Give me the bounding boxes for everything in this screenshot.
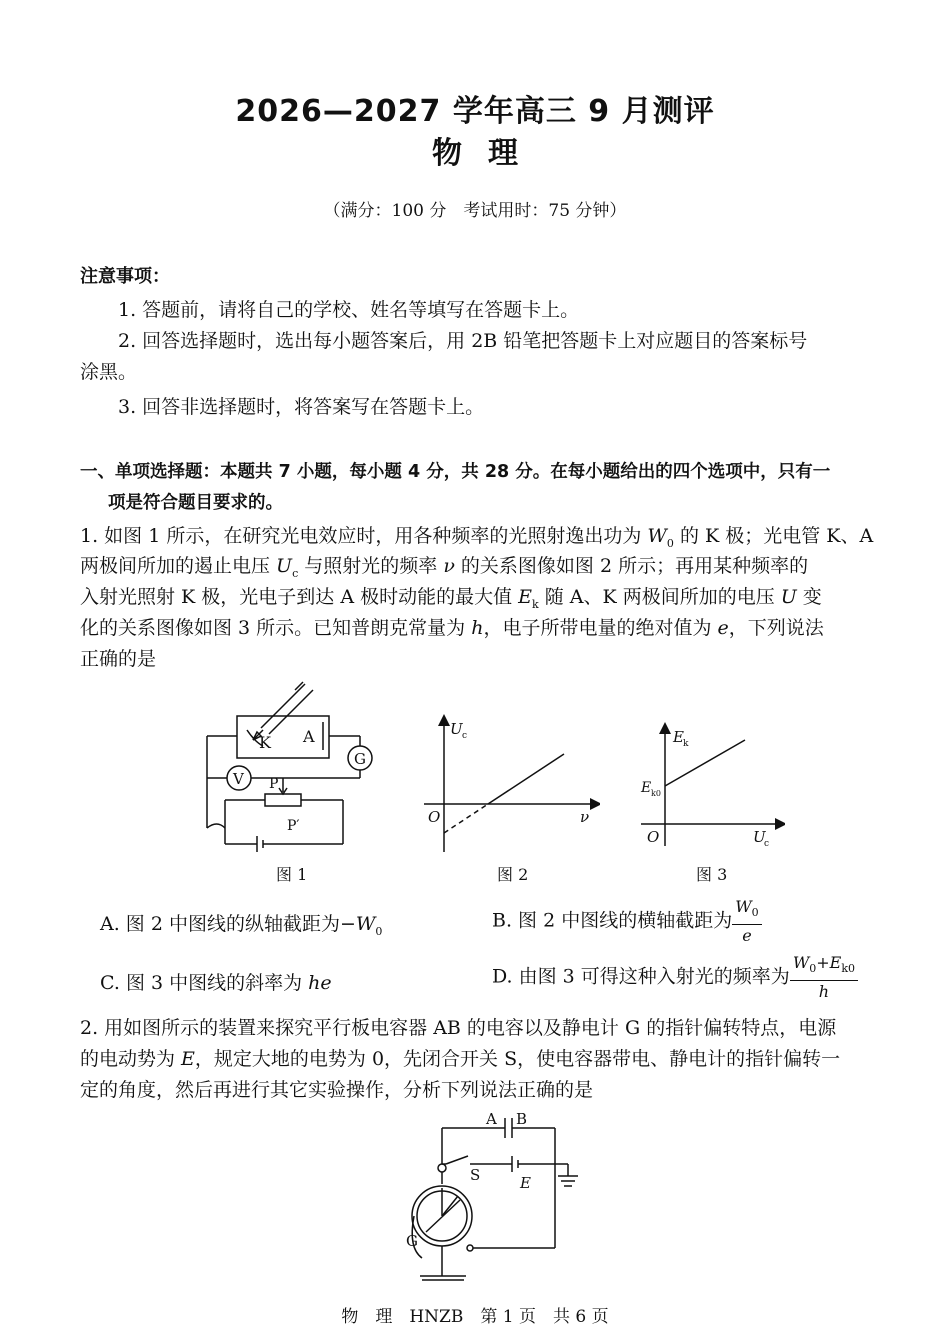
q1-line-1: 1. 如图 1 所示，在研究光电效应时，用各种频率的光照射逸出功为 $W_0$ 的 K 极；光电管 K、A [80, 525, 874, 550]
q2-line-2: 的电动势为 E，规定大地的电势为 0，先闭合开关 S，使电容器带电、静电计的指针偏转一 [80, 1048, 841, 1070]
fig3-caption: 图 3 [696, 865, 728, 884]
q1-line-3: 入射光照射 K 极，光电子到达 A 极时动能的最大值 $E_k$ 随 A、K 两极间所加的电压 U 变 [80, 586, 822, 611]
fig2-x-label: ν [580, 808, 590, 826]
subject-title: 物理 [432, 136, 544, 171]
q2-figure-circuit [400, 1108, 600, 1298]
q1-option-B[interactable]: B. 图 2 中图线的横轴截距为 $\frac{W_0}{e}$ [492, 896, 762, 947]
fig2-y-label: U [450, 720, 463, 738]
fig2-caption: 图 2 [497, 865, 529, 884]
fig1-label-A: A [303, 727, 315, 746]
q1-figure-2-graph [420, 712, 600, 857]
q2-line-1: 2. 用如图所示的装置来探究平行板电容器 AB 的电容以及静电计 G 的指针偏转特点，电源 [80, 1017, 837, 1039]
q2-fig-label-B: B [516, 1110, 528, 1128]
fig3-intercept-label: E [641, 780, 652, 796]
notice-item-3: 3. 回答非选择题时，将答案写在答题卡上。 [118, 396, 485, 418]
q1-option-C[interactable]: C. 图 3 中图线的斜率为 he [100, 972, 332, 994]
fig1-label-G: G [354, 750, 366, 768]
q2-fig-label-S: S [470, 1166, 481, 1184]
notice-heading: 注意事项： [80, 266, 170, 287]
fig2-origin: O [428, 808, 441, 826]
fig1-label-V: V [233, 770, 244, 788]
notice-item-2-cont: 涂黑。 [80, 361, 138, 383]
fig1-label-Pprime: P′ [287, 818, 300, 834]
q1-option-A[interactable]: A. 图 2 中图线的纵轴截距为$-W_0$ [100, 913, 383, 938]
fig1-caption: 图 1 [276, 865, 308, 884]
fig1-label-P: P [269, 776, 279, 792]
exam-meta: （满分：100 分 考试用时：75 分钟） [323, 201, 627, 221]
q1-line-4: 化的关系图像如图 3 所示。已知普朗克常量为 h，电子所带电量的绝对值为 e，下列说法 [80, 617, 824, 639]
fig3-intercept-sub: k0 [651, 789, 661, 798]
q1-option-D[interactable]: D. 由图 3 可得这种入射光的频率为 $\frac{W_0+E_{k0}}{h}$ [492, 952, 858, 1003]
optD-fraction: $\frac{W_0+E_{k0}}{h}$ [790, 952, 858, 1003]
fig3-x-label: U [753, 828, 766, 846]
fig3-x-sub: c [764, 839, 770, 849]
fig3-y-label: E [673, 728, 684, 746]
optB-fraction: $\frac{W_0}{e}$ [732, 896, 761, 947]
notice-item-1: 1. 答题前，请将自己的学校、姓名等填写在答题卡上。 [118, 299, 580, 321]
notice-item-2: 2. 回答选择题时，选出每小题答案后，用 2B 铅笔把答题卡上对应题目的答案标号 [118, 330, 808, 352]
q2-fig-label-E: E [520, 1174, 531, 1192]
q1-figure-1-circuit [195, 680, 375, 860]
q2-fig-label-G: G [406, 1232, 418, 1250]
q1-line-5: 正确的是 [80, 648, 157, 670]
q2-line-3: 定的角度，然后再进行其它实验操作，分析下列说法正确的是 [80, 1079, 594, 1101]
fig2-y-sub: c [462, 731, 468, 741]
section-heading: 一、单项选择题：本题共 7 小题，每小题 4 分，共 28 分。在每小题给出的四个选项中，只有一 [80, 462, 831, 482]
section-heading-cont: 项是符合题目要求的。 [108, 493, 283, 513]
q1-figure-3-graph [635, 722, 785, 857]
page-footer: 物 理 HNZB 第 1 页 共 6 页 [341, 1307, 609, 1327]
fig3-y-sub: k [683, 739, 689, 749]
fig1-label-K: K [259, 733, 271, 752]
q2-fig-label-A: A [486, 1110, 497, 1128]
fig3-origin: O [647, 828, 660, 846]
exam-title: 2026—2027 学年高三 9 月测评 [235, 94, 715, 129]
q1-line-2: 两极间所加的遏止电压 $U_c$ 与照射光的频率 ν 的关系图像如图 2 所示；再用某种频率的 [80, 555, 809, 580]
